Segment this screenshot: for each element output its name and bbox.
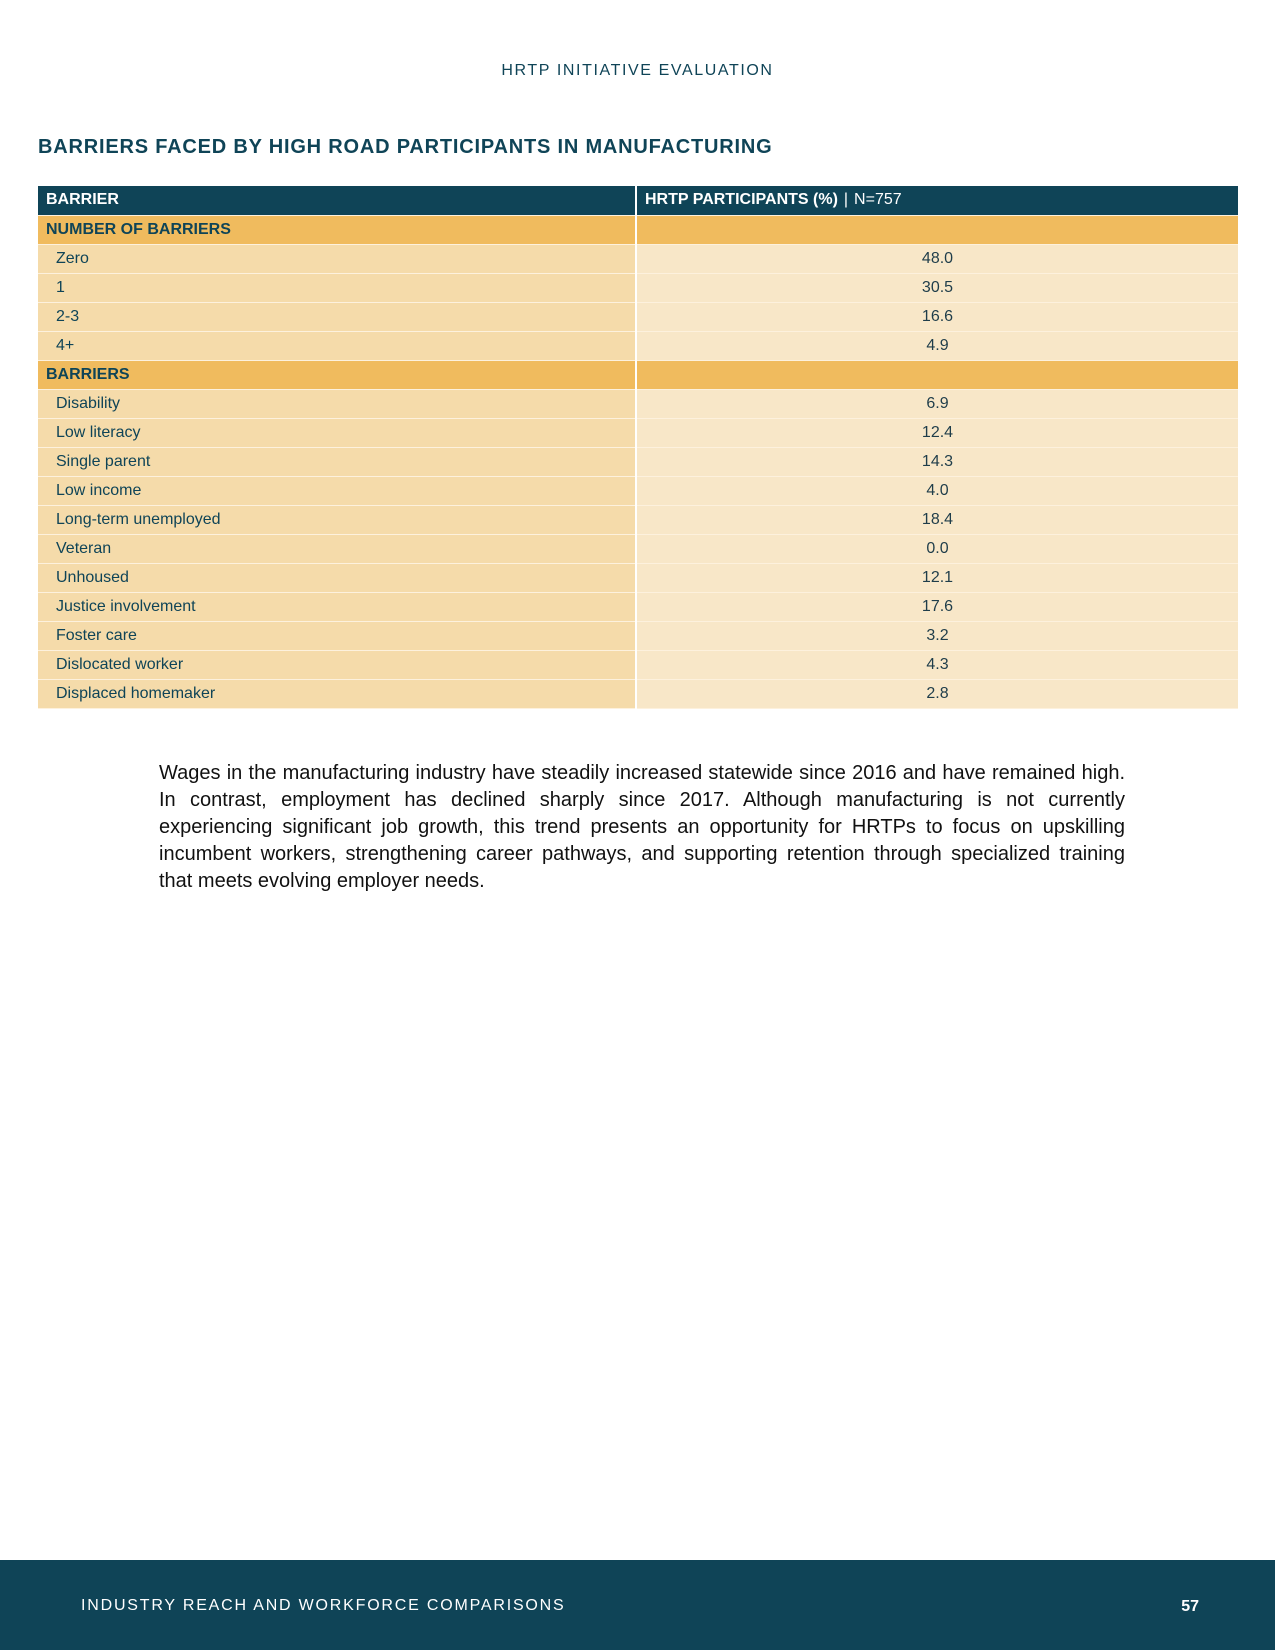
row-value: 3.2: [636, 621, 1238, 650]
row-value: 30.5: [636, 273, 1238, 302]
footer-section-title: INDUSTRY REACH AND WORKFORCE COMPARISONS: [81, 1597, 566, 1614]
group-label: BARRIERS: [38, 360, 636, 389]
table-row: [38, 650, 1238, 679]
group-value-empty: [636, 215, 1238, 244]
row-label: Justice involvement: [38, 592, 636, 621]
section-title: BARRIERS FACED BY HIGH ROAD PARTICIPANTS IN MANUFACTURING: [38, 136, 773, 158]
table-body: [38, 215, 1238, 708]
table-row: [38, 621, 1238, 650]
row-value: 4.3: [636, 650, 1238, 679]
row-label: 4+: [38, 331, 636, 360]
group-row: [38, 215, 1238, 244]
sample-size: N=757: [854, 191, 902, 209]
row-label: Single parent: [38, 447, 636, 476]
row-value: 4.0: [636, 476, 1238, 505]
row-value: 48.0: [636, 244, 1238, 273]
barriers-table: [38, 186, 1238, 709]
table-row: [38, 679, 1238, 708]
row-value: 18.4: [636, 505, 1238, 534]
body-paragraph: Wages in the manufacturing industry have steadily increased statewide since 2016 and have remained high. In contrast, employment has declined sharply since 2017. Although manufacturing is not currently experiencing significant job growth, this trend presents an opportunity for HRTPs to focus on upskilling incumbent workers, strengthening career pathways, and supporting retention through specialized training that meets evolving employer needs.: [159, 762, 1125, 892]
row-label: Zero: [38, 244, 636, 273]
table-row: [38, 447, 1238, 476]
row-value: 12.1: [636, 563, 1238, 592]
table-row: [38, 273, 1238, 302]
group-value-empty: [636, 360, 1238, 389]
row-label: Long-term unemployed: [38, 505, 636, 534]
table-header-row: [38, 186, 1238, 215]
row-value: 0.0: [636, 534, 1238, 563]
row-value: 14.3: [636, 447, 1238, 476]
table-row: [38, 302, 1238, 331]
row-value: 2.8: [636, 679, 1238, 708]
column-header-participants: [636, 186, 1238, 215]
row-label: Foster care: [38, 621, 636, 650]
table-row: [38, 534, 1238, 563]
row-value: 4.9: [636, 331, 1238, 360]
table-row: [38, 476, 1238, 505]
header-separator: |: [843, 191, 849, 209]
group-row: [38, 360, 1238, 389]
row-label: 1: [38, 273, 636, 302]
row-label: Displaced homemaker: [38, 679, 636, 708]
row-value: 17.6: [636, 592, 1238, 621]
row-value: 6.9: [636, 389, 1238, 418]
row-label: Disability: [38, 389, 636, 418]
page-number: 57: [1181, 1598, 1199, 1615]
row-label: Veteran: [38, 534, 636, 563]
row-value: 16.6: [636, 302, 1238, 331]
row-label: Dislocated worker: [38, 650, 636, 679]
table-row: [38, 505, 1238, 534]
group-label: NUMBER OF BARRIERS: [38, 215, 636, 244]
row-label: Low literacy: [38, 418, 636, 447]
table-row: [38, 389, 1238, 418]
participants-header-label: HRTP PARTICIPANTS (%): [645, 191, 838, 209]
running-header: HRTP INITIATIVE EVALUATION: [501, 62, 774, 79]
table-row: [38, 592, 1238, 621]
row-label: Low income: [38, 476, 636, 505]
table-row: [38, 418, 1238, 447]
row-label: Unhoused: [38, 563, 636, 592]
column-header-barrier: BARRIER: [38, 186, 636, 215]
table-row: [38, 563, 1238, 592]
row-value: 12.4: [636, 418, 1238, 447]
table-row: [38, 331, 1238, 360]
row-label: 2-3: [38, 302, 636, 331]
table-row: [38, 244, 1238, 273]
